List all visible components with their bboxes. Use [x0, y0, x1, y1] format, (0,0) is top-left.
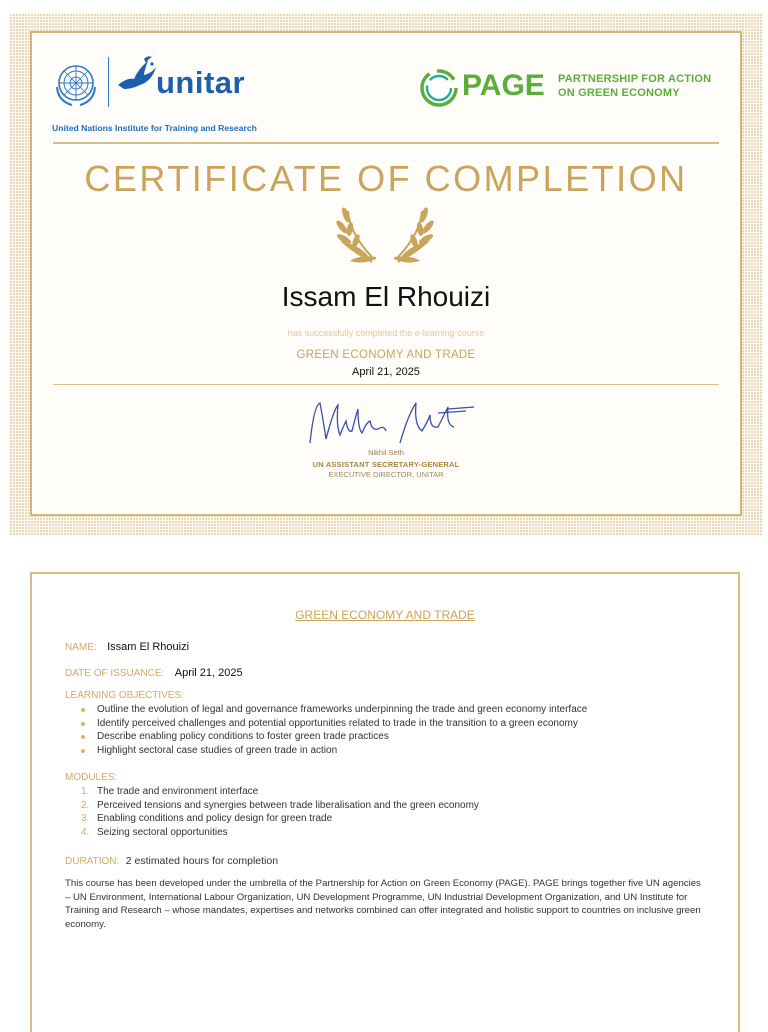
learning-objectives-list: [65, 703, 587, 757]
page-ring-icon: [418, 67, 460, 109]
module-number: 3.: [81, 813, 90, 824]
course-title: GREEN ECONOMY AND TRADE: [296, 349, 476, 361]
unitar-tagline: United Nations Institute for Training and Research: [52, 123, 257, 133]
learning-objectives-label: LEARNING OBJECTIVES:: [65, 690, 184, 701]
objective-text: Identify perceived challenges and potential opportunities related to trade in the transition to a green economy: [97, 717, 578, 729]
completion-statement: has successfully completed the e-learning course: [287, 328, 485, 338]
list-item: [65, 812, 479, 826]
signature-divider: [53, 384, 719, 385]
objective-text: Outline the evolution of legal and governance frameworks underpinning the trade and green economy interface: [97, 704, 588, 715]
duration-row: [65, 851, 278, 869]
page-logo: [418, 65, 723, 111]
signer-title: UN ASSISTANT SECRETARY-GENERAL: [312, 460, 460, 469]
modules-label: MODULES:: [65, 772, 118, 783]
objective-text: Describe enabling policy conditions to foster green trade practices: [97, 731, 389, 742]
module-number: 1.: [81, 786, 90, 797]
module-number: 2.: [81, 799, 90, 811]
signer-name: Nikhil Seth: [368, 448, 404, 457]
certificate-title: CERTIFICATE OF COMPLETION: [84, 158, 688, 199]
modules-list: [65, 785, 479, 839]
signature-image: [304, 395, 476, 451]
logo-divider: [108, 57, 109, 107]
recipient-name: Issam El Rhouizi: [281, 281, 491, 312]
list-item: [65, 717, 587, 731]
objective-text: Highlight sectoral case studies of green trade in action: [97, 744, 338, 756]
page-tagline-line1: PARTNERSHIP FOR ACTION: [558, 73, 712, 85]
signer-role: EXECUTIVE DIRECTOR, UNITAR: [328, 470, 444, 479]
module-text: Seizing sectoral opportunities: [97, 826, 228, 838]
header-divider: [53, 142, 719, 144]
module-text: The trade and environment interface: [97, 786, 259, 797]
unitar-logo: [52, 53, 267, 133]
course-details-page: [30, 572, 740, 1032]
issuance-date-value: April 21, 2025: [174, 667, 243, 679]
issuance-date-row: [65, 663, 243, 681]
bullet-icon: [81, 722, 85, 726]
name-value: Issam El Rhouizi: [107, 641, 190, 653]
bullet-icon: [81, 708, 85, 712]
laurel-wreath-icon: [332, 205, 438, 265]
bullet-icon: [81, 735, 85, 739]
dove-icon: [114, 55, 158, 95]
page-wordmark: PAGE: [462, 69, 545, 102]
un-emblem-icon: [52, 61, 100, 109]
list-item: [65, 744, 587, 758]
details-heading: GREEN ECONOMY AND TRADE: [295, 608, 475, 622]
list-item: [65, 785, 479, 799]
duration-value: 2 estimated hours for completion: [125, 855, 279, 867]
page-tagline-line2: ON GREEN ECONOMY: [558, 87, 680, 99]
module-text: Perceived tensions and synergies between trade liberalisation and the green economy: [97, 799, 479, 811]
name-row: [65, 637, 189, 655]
certificate-date: April 21, 2025: [352, 366, 420, 378]
certificate-border: [9, 13, 763, 536]
certificate-page: [30, 31, 742, 516]
list-item: [65, 799, 479, 813]
module-text: Enabling conditions and policy design for green trade: [97, 813, 333, 824]
unitar-wordmark: unitar: [156, 65, 246, 100]
list-item: [65, 730, 587, 744]
module-number: 4.: [81, 826, 90, 838]
duration-label: DURATION:: [65, 856, 120, 867]
bullet-icon: [81, 749, 85, 753]
list-item: [65, 826, 479, 840]
name-label: NAME:: [65, 642, 97, 653]
issuance-date-label: DATE OF ISSUANCE:: [65, 668, 165, 679]
list-item: [65, 703, 587, 717]
course-description: This course has been developed under the umbrella of the Partnership for Action on Green Economy (PAGE). PAGE brings together five UN agencies – UN Environment, International Labour Organization, UN Development Programme, UN Industrial Development Organization, and UN Institute for Training and Research – whose mandates, expertises and networks combined can offer integrated and holistic support to countries on inclusive green economy.: [65, 878, 701, 930]
